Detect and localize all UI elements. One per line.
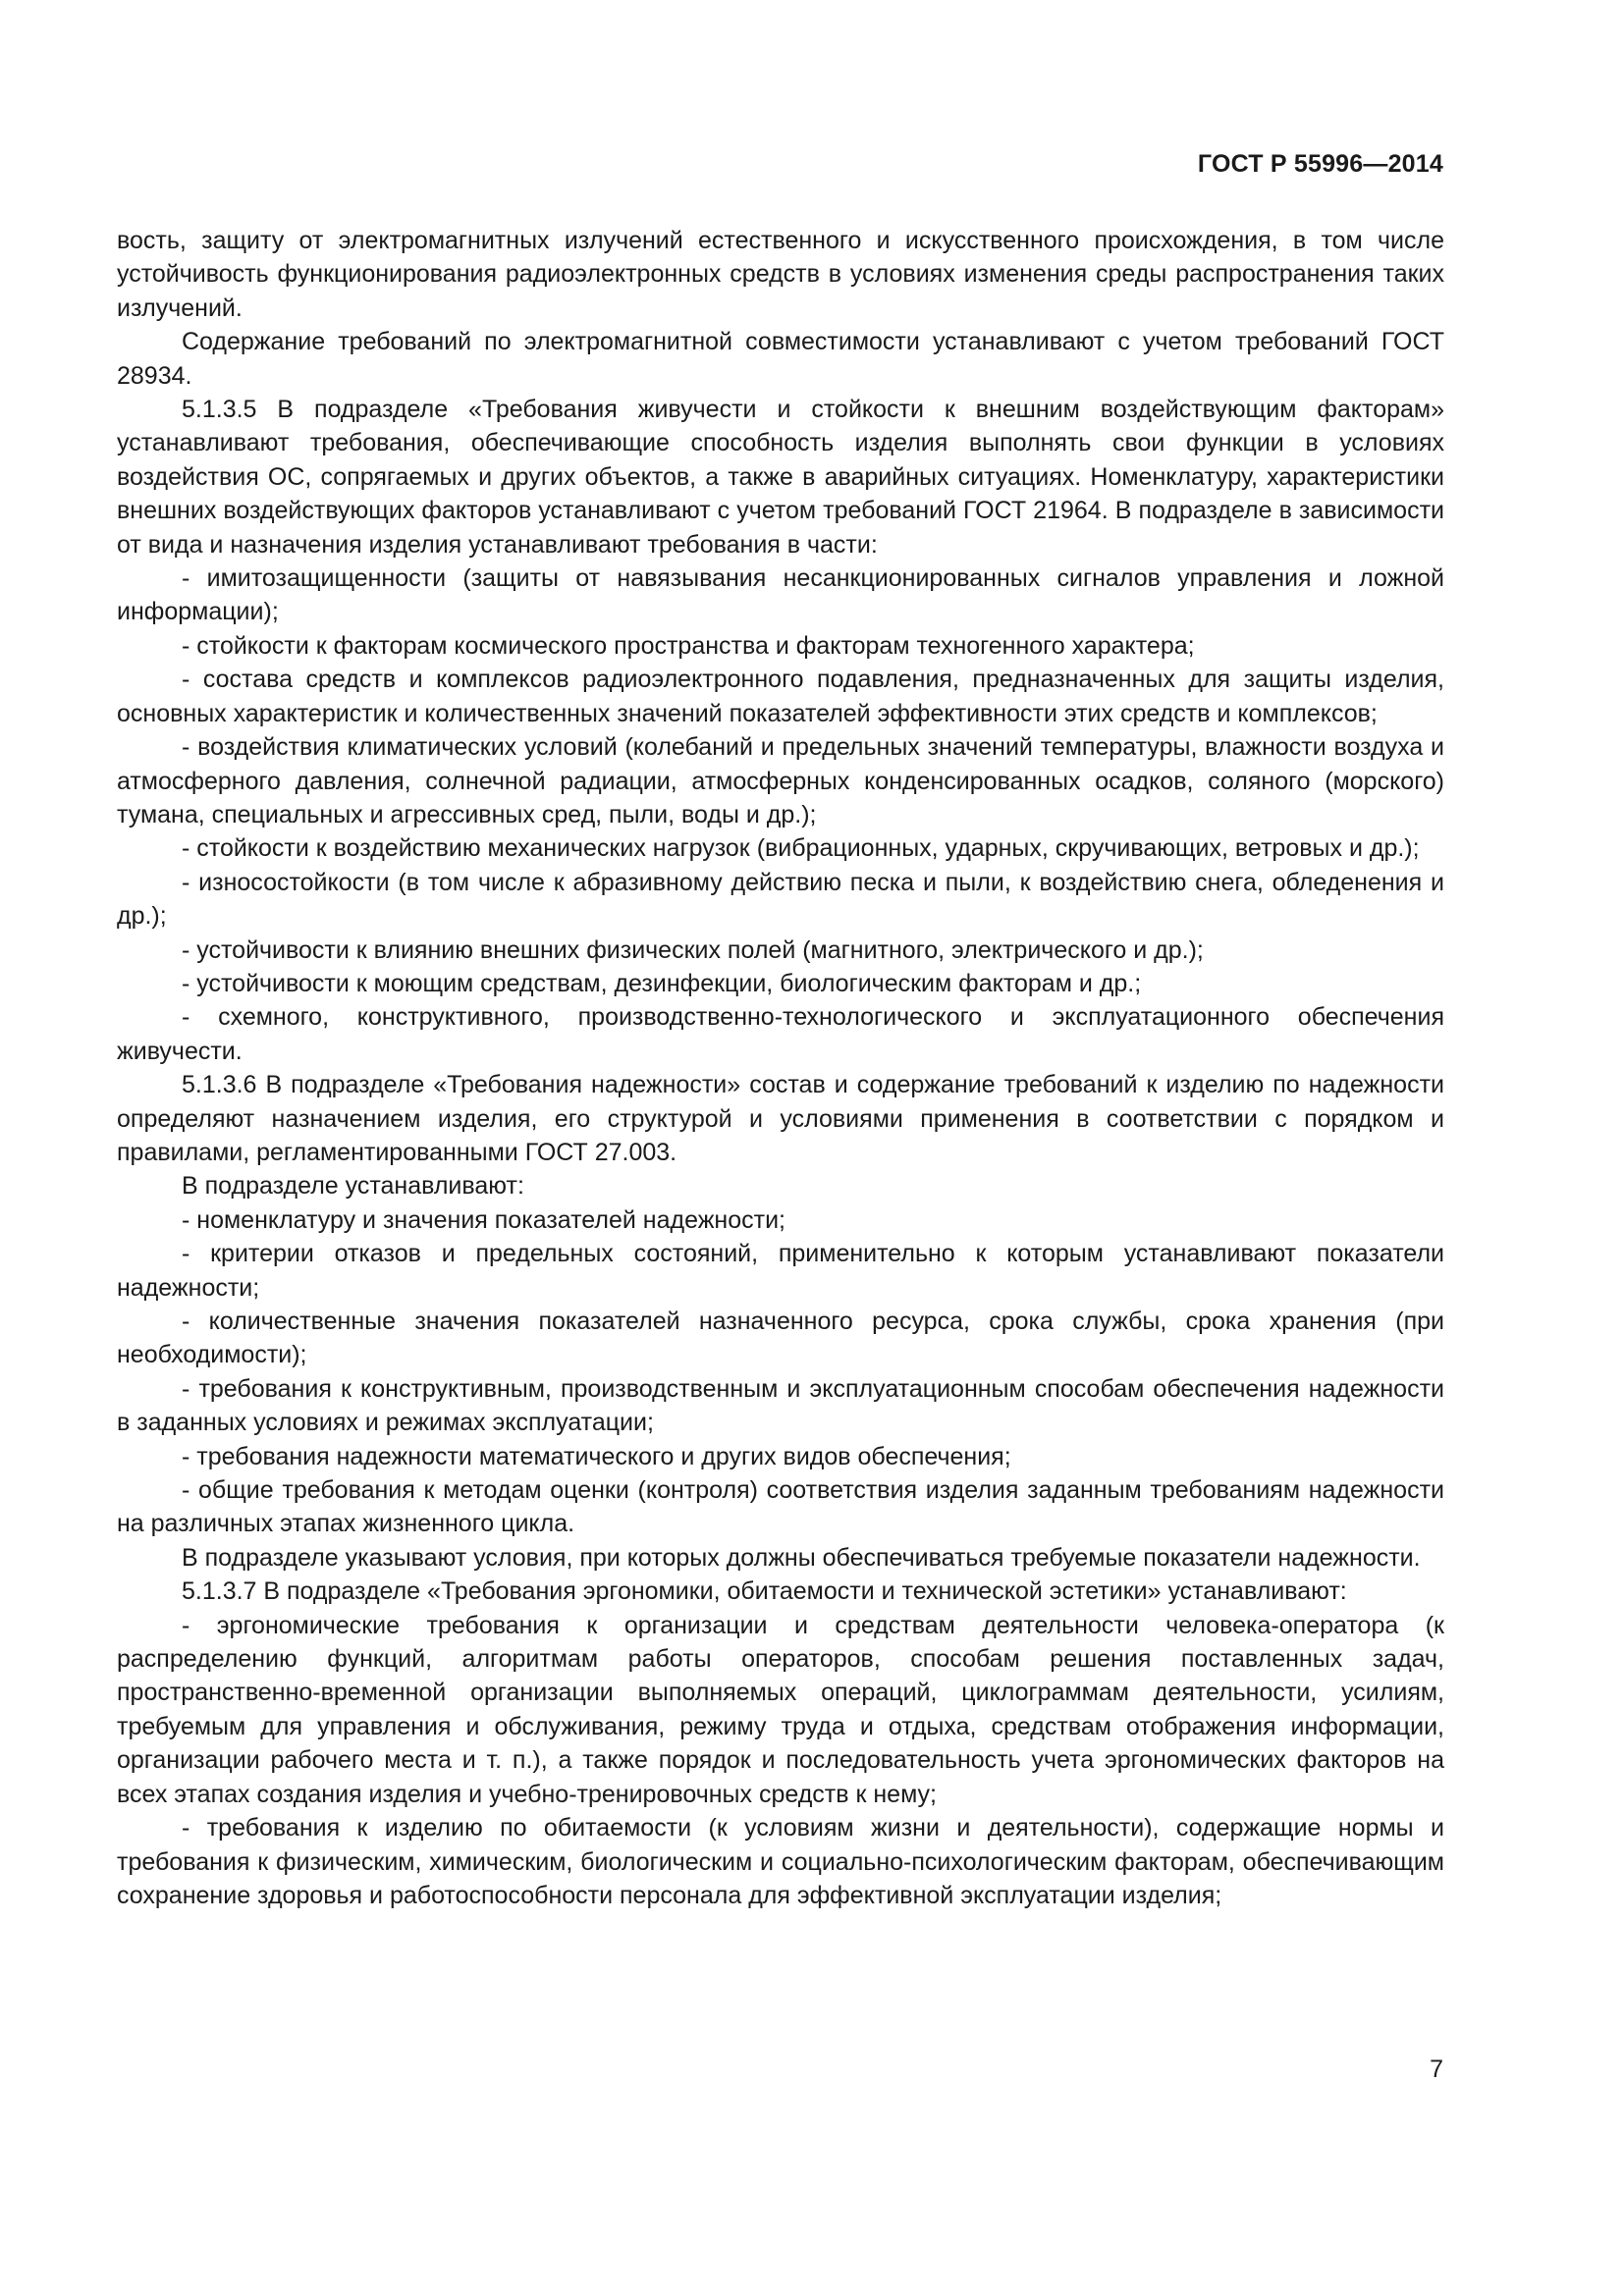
- list-item: - стойкости к воздействию механических нагрузок (вибрационных, ударных, скручивающих, ветровых и др.);: [182, 834, 1420, 863]
- list-item: - имитозащищенности (защиты от навязывания несанкционированных сигналов управления и ложной информации);: [117, 564, 1444, 626]
- list-item: - требования к конструктивным, производственным и эксплуатационным способам обеспечения надежности в заданных условиях и режимах эксплуатации;: [117, 1374, 1444, 1437]
- document-code-header: ГОСТ Р 55996—2014: [1197, 150, 1443, 178]
- list-item: - эргономические требования к организации и средствам деятельности человека-оператора (к распределению функций, алгоритмам работы операторов, способам решения поставленных задач, пространственно-временной организации выполняемых операций, циклограммам деятельности, усилиям, требуемым для управления и обслуживания, режиму труда и отдыха, средствам отображения информации, организации рабочего места и т. п.), а также порядок и последовательность учета эргономических факторов на всех этапах создания изделия и учебно-тренировочных средств к нему;: [117, 1611, 1444, 1808]
- list-item: - устойчивости к моющим средствам, дезинфекции, биологическим факторам и др.;: [182, 969, 1142, 997]
- paragraph: В подразделе устанавливают:: [182, 1172, 524, 1201]
- list-item: - номенклатуру и значения показателей надежности;: [182, 1205, 786, 1234]
- paragraph: Содержание требований по электромагнитной совместимости устанавливают с учетом требований ГОСТ 28934.: [117, 328, 1444, 390]
- paragraph-continuation: вость, защиту от электромагнитных излучений естественного и искусственного происхождения, в том числе устойчивость функционирования радиоэлектронных средств в условиях изменения среды распространения таких излучений.: [117, 227, 1444, 322]
- body-text: [117, 224, 1444, 1912]
- list-item: - устойчивости к влиянию внешних физических полей (магнитного, электрического и др.);: [182, 935, 1204, 964]
- list-item: - требования надежности математического и других видов обеспечения;: [182, 1442, 1011, 1470]
- list-item: - стойкости к факторам космического пространства и факторам техногенного характера;: [182, 631, 1195, 660]
- section-5-1-3-5: 5.1.3.5 В подразделе «Требования живучести и стойкости к внешним воздействующим факторам» устанавливают требования, обеспечивающие способность изделия выполнять свои функции в условиях воздействия ОС, сопрягаемых и других объектов, а также в аварийных ситуациях. Номенклатуру, характеристики внешних воздействующих факторов устанавливают с учетом требований ГОСТ 21964. В подразделе в зависимости от вида и назначения изделия устанавливают требования в части:: [117, 396, 1444, 559]
- list-item: - схемного, конструктивного, производственно-технологического и эксплуатационного обеспечения живучести.: [117, 1003, 1444, 1065]
- list-item: - количественные значения показателей назначенного ресурса, срока службы, срока хранения (при необходимости);: [117, 1308, 1444, 1369]
- paragraph: В подразделе указывают условия, при которых должны обеспечиваться требуемые показатели надежности.: [182, 1543, 1421, 1572]
- list-item: - износостойкости (в том числе к абразивному действию песка и пыли, к воздействию снега, обледенения и др.);: [117, 868, 1444, 931]
- list-item: - критерии отказов и предельных состояний, применительно к которым устанавливают показатели надежности;: [117, 1240, 1444, 1302]
- list-item: - требования к изделию по обитаемости (к условиям жизни и деятельности), содержащие нормы и требования к физическим, химическим, биологическим и социально-психологическим факторам, обеспечивающим сохранение здоровья и работоспособности персонала для эффективной эксплуатации изделия;: [117, 1814, 1444, 1909]
- section-5-1-3-6: 5.1.3.6 В подразделе «Требования надежности» состав и содержание требований к изделию по надежности определяют назначением изделия, его структурой и условиями применения в соответствии с порядком и правилами, регламентированными ГОСТ 27.003.: [117, 1071, 1444, 1166]
- page-number: 7: [1430, 2056, 1443, 2083]
- list-item: - общие требования к методам оценки (контроля) соответствия изделия заданным требованиям надежности на различных этапах жизненного цикла.: [117, 1476, 1444, 1538]
- list-item: - воздействия климатических условий (колебаний и предельных значений температуры, влажности воздуха и атмосферного давления, солнечной радиации, атмосферных конденсированных осадков, соляного (морского) тумана, специальных и агрессивных сред, пыли, воды и др.);: [117, 733, 1444, 828]
- section-5-1-3-7: 5.1.3.7 В подразделе «Требования эргономики, обитаемости и технической эстетики» устанавливают:: [182, 1577, 1347, 1606]
- list-item: - состава средств и комплексов радиоэлектронного подавления, предназначенных для защиты изделия, основных характеристик и количественных значений показателей эффективности этих средств и комплексов;: [117, 666, 1444, 727]
